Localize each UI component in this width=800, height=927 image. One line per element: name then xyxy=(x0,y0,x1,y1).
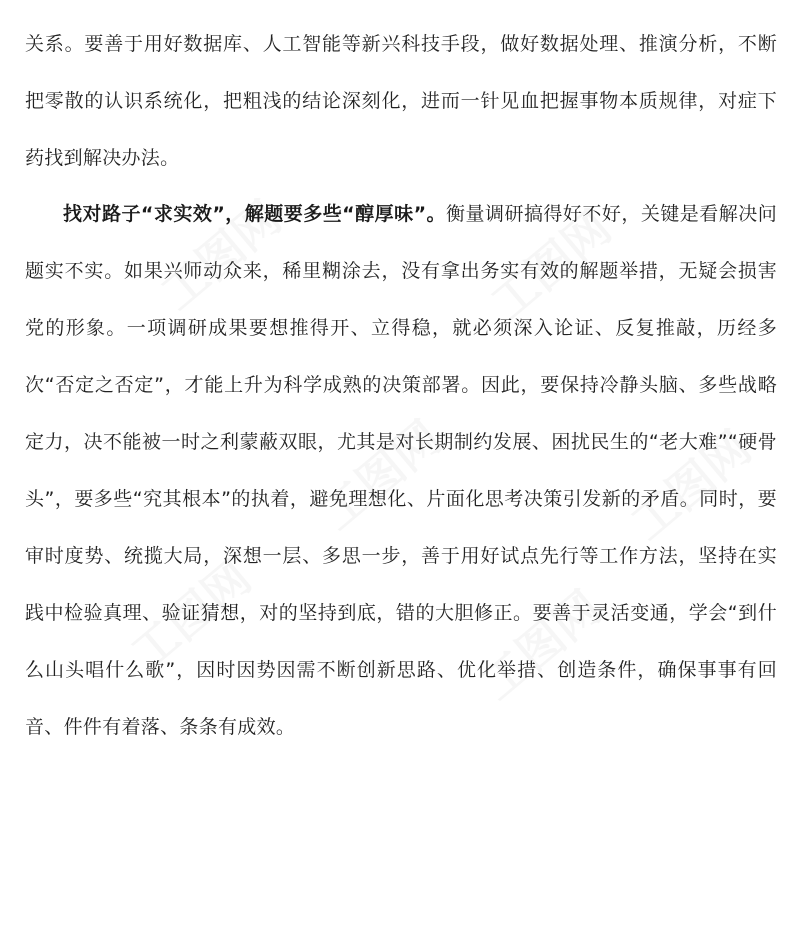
body-paragraph xyxy=(25,186,777,756)
paragraph-text: 关系。要善于用好数据库、人工智能等新兴科技手段，做好数据处理、推演分析，不断把零散的认识系统化，把粗浅的结论深刻化，进而一针见血把握事物本质规律，对症下药找到解决办法。 xyxy=(25,33,777,169)
body-paragraph xyxy=(25,16,777,187)
paragraph-text: 衡量调研搞得好不好，关键是看解决问题实不实。如果兴师动众来，稀里糊涂去，没有拿出务实有效的解题举措，无疑会损害党的形象。一项调研成果要想推得开、立得稳，就必须深入论证、反复推敲，历经多次“否定之否定”，才能上升为科学成熟的决策部署。因此，要保持冷静头脑、多些战略定力，决不能被一时之利蒙蔽双眼，尤其是对长期制约发展、困扰民生的“老大难”“硬骨头”，要多些“究其根本”的执着，避免理想化、片面化思考决策引发新的矛盾。同时，要审时度势、统揽大局，深想一层、多思一步，善于用好试点先行等工作方法，坚持在实践中检验真理、验证猜想，对的坚持到底，错的大胆修正。要善于灵活变通，学会“到什么山头唱什么歌”，因时因势因需不断创新思路、优化举措、创造条件，确保事事有回音、件件有着落、条条有成效。 xyxy=(25,203,778,738)
paragraph-lead-sentence: 找对路子“求实效”，解题要多些“醇厚味”。 xyxy=(63,203,447,225)
